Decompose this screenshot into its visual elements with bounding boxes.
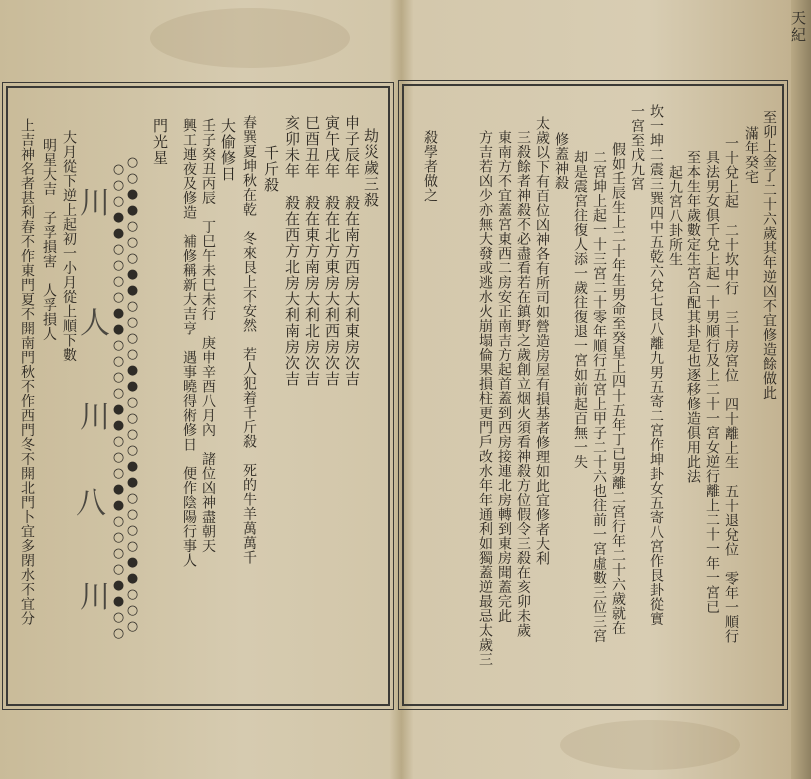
text-column: 具法男女俱千兌上起一十男順行及上二十一宮女逆行離上二十一年一宮已 [704,150,720,614]
section-heading: 大偷修日 [219,118,237,182]
text-column: 申子辰年 殺在南方西房大利東房次吉 [343,115,361,387]
text-column: 修蓋神殺 [553,132,569,190]
text-column: 寅午戌年 殺在北方東房大利西房次吉 [323,115,341,387]
text-column: 滿年癸宅 [743,126,759,184]
text-column: 上吉神名者甚利春不作東門夏不開南門秋不作西門冬不開北門卜宜多閉水不宜分 [19,118,35,626]
text-column: 三殺餘者神殺不必盡看若在鎮野之歲創立烟火須看神殺方位假令三殺在亥卯未歲 [515,130,531,638]
paper-stain [150,8,350,68]
text-column: 一宮至戊九宮 [629,104,645,191]
seal-mark: 人 [80,306,110,341]
section-heading: 劫災歲三殺 [362,128,380,208]
seal-mark: 川 [80,186,110,221]
text-column: 興工連夜及修造 補修稱新大吉亨 遇事曉得術修日 便作陰陽行事人 [181,118,197,568]
text-column: 明星大吉 子孚損害 人孚損人 [41,138,57,341]
text-column: 二宮坤上起一十三宮二十零年順行五宮上甲子二十六也往前一宮虛數三位三宮 [591,150,607,643]
text-column: 方吉若凶少亦無大發或逃水火崩塌倫果損柱更門戶改水年年通利如獨蓋逆最忌太歲三 [477,130,493,667]
text-column: 起九宮八卦所生 [667,165,683,267]
text-column: 壬子癸丑丙辰 丁巳午未巳未行 庚申辛酉八月內 諸位凶神盡朝天 [200,118,216,553]
section-heading: 千斤殺 [262,145,280,193]
text-column: 亥卯未年 殺在西方北房大利南房次吉 [283,115,301,387]
text-column: 假如壬辰生上二十年生男命至癸星上四十五年丁已男離二宮行年二十六歲就在 [610,142,626,635]
text-column: 至卯上金了二十六歲其年逆凶不宜修造餘做此 [761,110,777,400]
seal-mark: 川 [80,580,110,615]
text-column: 坎一坤二震三巽四中五乾六兌七艮八離九男五寄二宮作坤卦女五寄八宮作艮卦從實 [648,104,664,626]
section-heading: 門光星 [151,118,169,166]
text-column: 巳酉丑年 殺在東方南房大利北房次吉 [303,115,321,387]
book-edge [791,0,811,779]
text-column: 至本生年歲數定生宮合配其卦是也逐移修造俱用此法 [685,150,701,484]
text-column: 大月從下逆上起初一小月從上順下數 [61,130,77,362]
seal-mark: 八 [76,486,106,521]
paper-stain [560,720,740,770]
dot-column: ○○●●○○○●●○○○○●●○○○○●●○○○○●●○○○ [125,155,140,635]
seal-mark: 川 [80,400,110,435]
side-label: 天紀 [789,10,807,44]
text-column: 却是震宮往復人添一歲往復退一宮如前起百無一失 [572,150,588,469]
text-column: 殺學者做之 [422,130,438,203]
text-column: 東南方不宜蓋宮東西二房安正南吉方起首蓋到西房接連北房轉到東房聞蓋完此 [496,130,512,623]
text-column: 太歲以下有百位凶神各有所司如營造房屋有損基者修理如此宜修者大利 [534,116,550,566]
text-column: 春巽夏坤秋在乾 冬來艮上不安然 若人犯着千斤殺 死的牛羊萬萬千 [241,115,257,565]
dot-column: ○○○●●○○○○●●○○○○●●○○○●●○○○○●●○○ [111,162,126,642]
text-column: 一十兌上起 二十坎中行 三十房宮位 四十離上生 五十退兌位 零年一順行 [723,136,739,644]
